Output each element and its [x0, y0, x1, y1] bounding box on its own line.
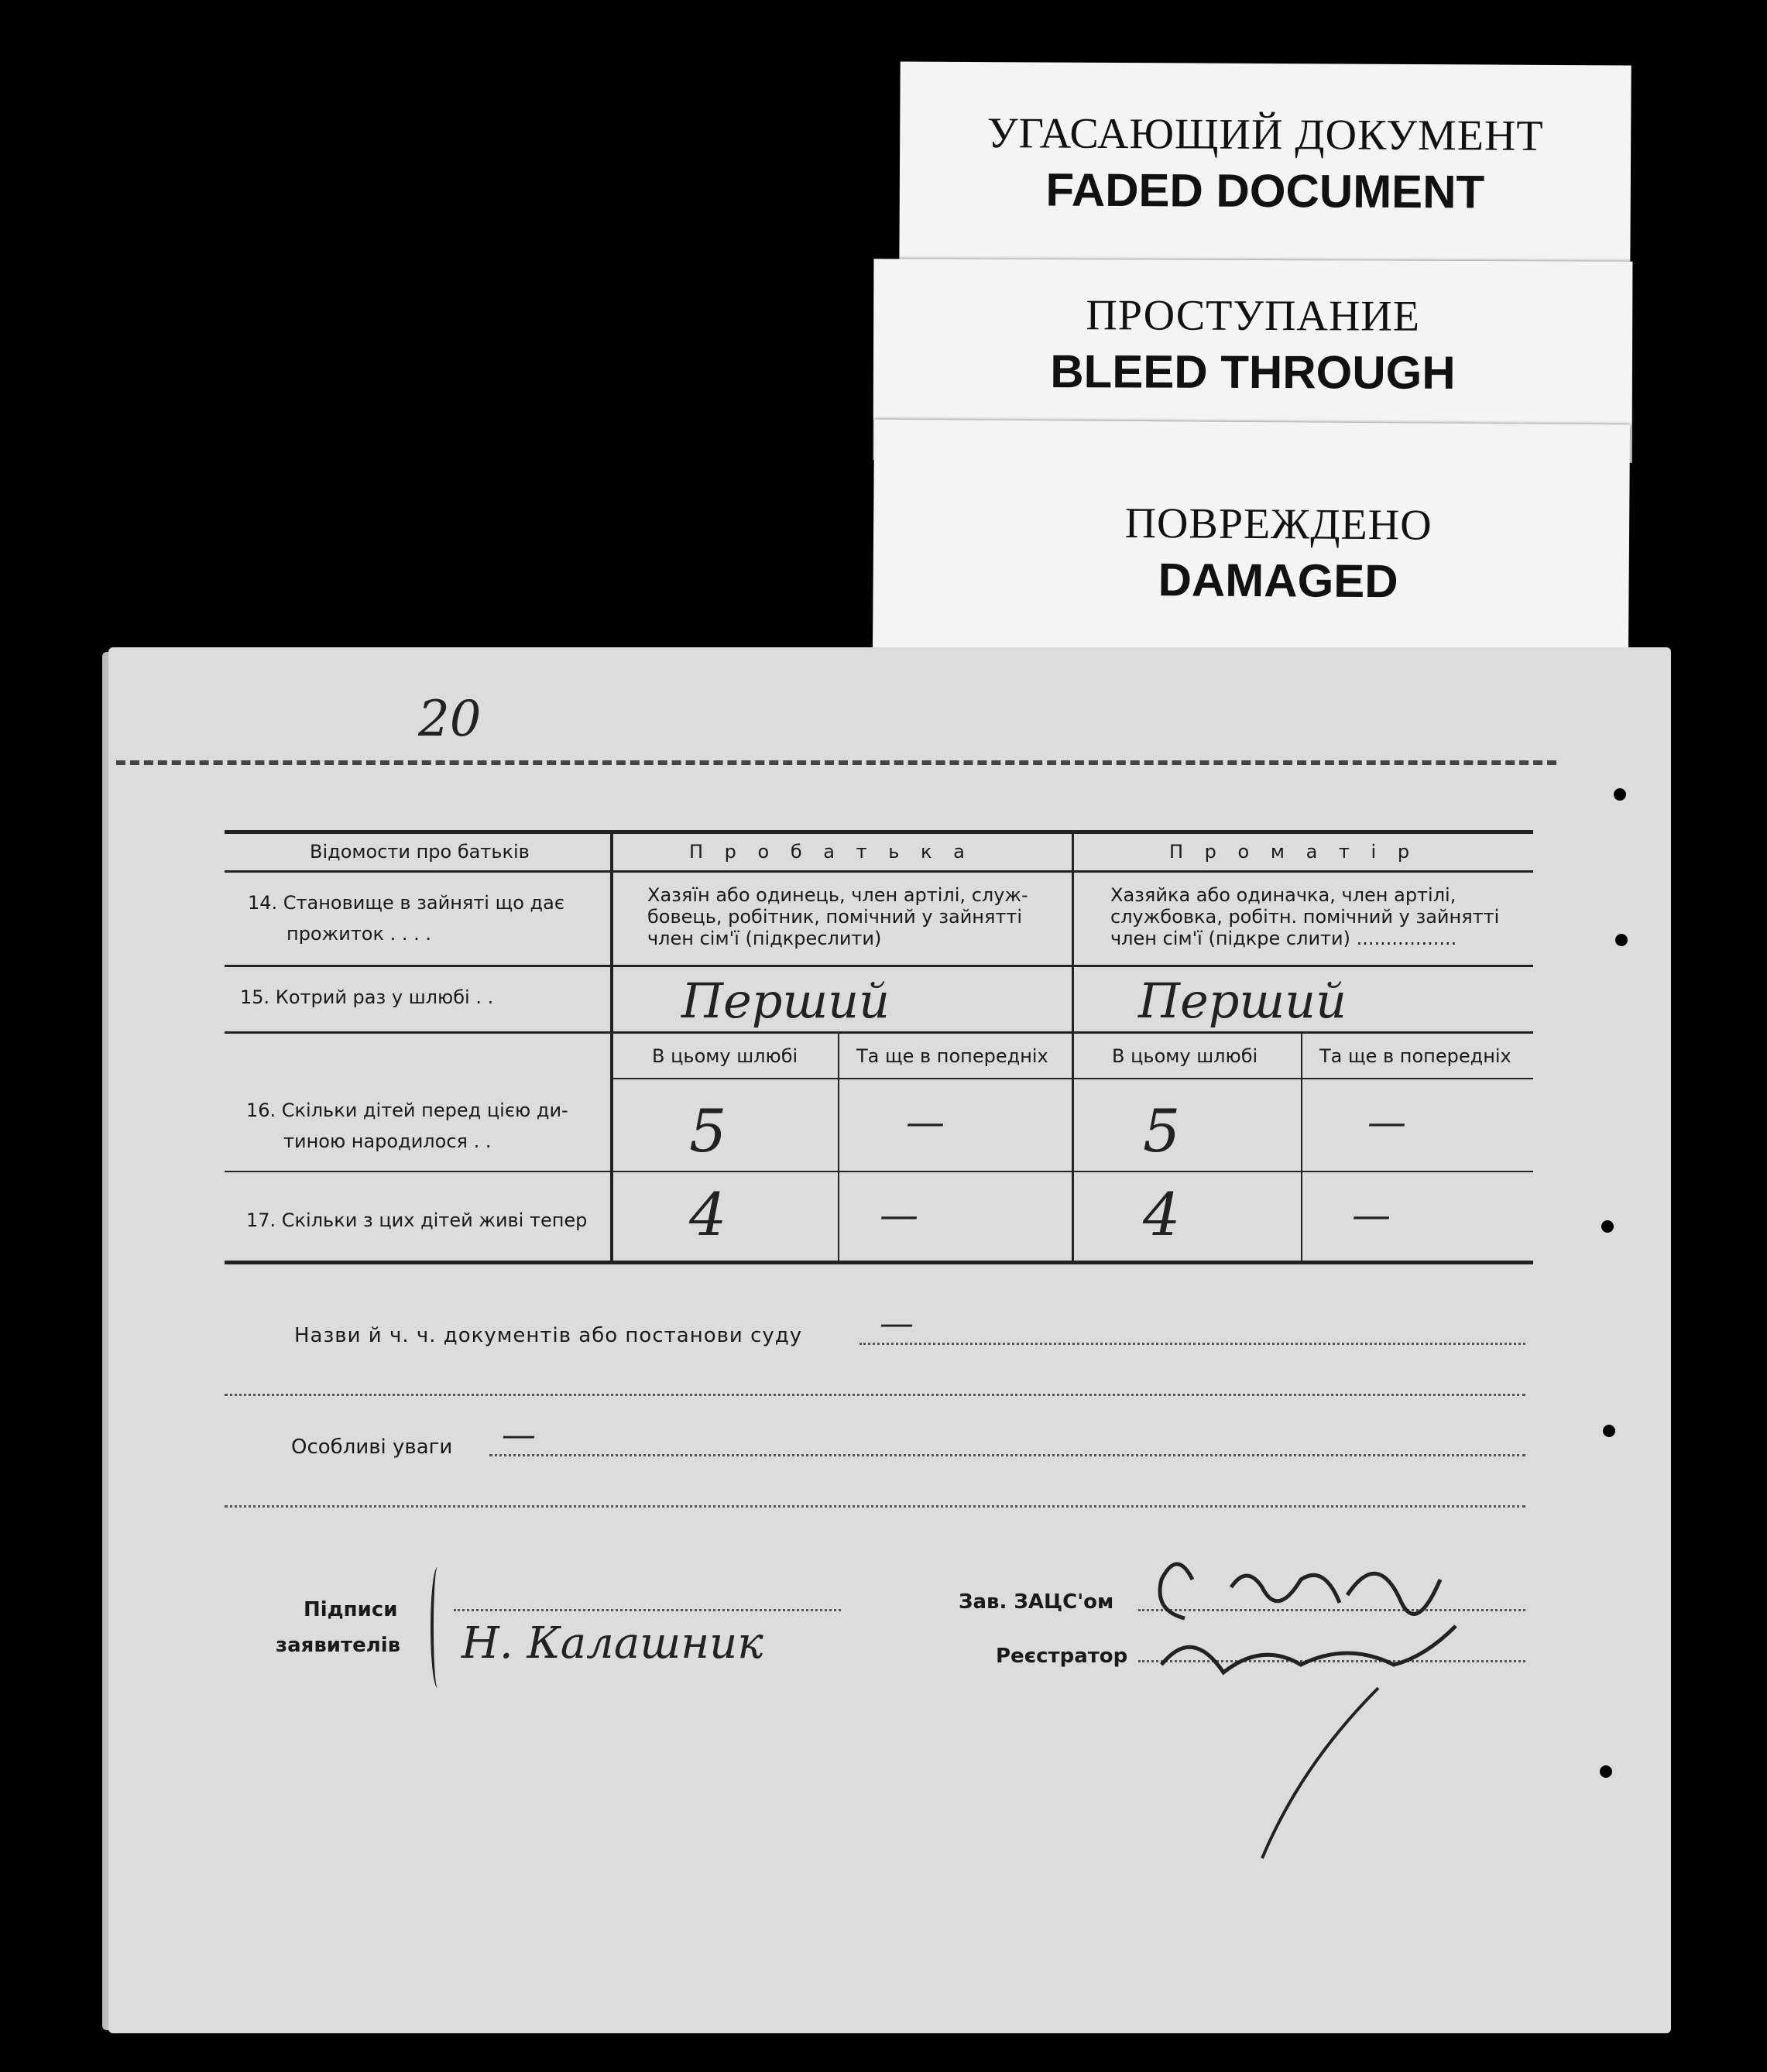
remarks-field-line [489, 1454, 1525, 1456]
father-column-header: П р о б а т ь к а [689, 841, 973, 863]
tag-russian-text: ПОВРЕЖДЕНО [1124, 499, 1432, 550]
row17-father-in-this: 4 [689, 1180, 727, 1249]
row16-father-previous: — [906, 1099, 945, 1144]
col-divider-2 [1072, 832, 1074, 1262]
row17-label: 17. Скільки з цих дітей живі тепер [246, 1209, 588, 1231]
row14-label-line2: прожиток . . . . [286, 923, 432, 945]
row15-father-value: Перший [681, 973, 890, 1029]
table-bottom-rule [225, 1261, 1533, 1264]
row14-mother-line1: Хазяйка або одиначка, член артілі, [1110, 884, 1456, 906]
mother-previous-header: Та ще в попередніх [1319, 1045, 1511, 1067]
row16-father-in-this: 5 [689, 1096, 727, 1165]
punch-hole [1600, 1765, 1612, 1778]
tag-russian-text: УГАСАЮЩИЙ ДОКУМЕНТ [986, 109, 1544, 160]
punch-hole [1615, 934, 1628, 946]
documents-field-line-2 [225, 1394, 1525, 1396]
remarks-label: Особливі уваги [291, 1436, 453, 1459]
row14-father-line2: бовець, робітник, помічний у зайнятті [647, 906, 1023, 928]
documents-value: — [880, 1304, 914, 1343]
col-divider-father-sub [838, 1033, 839, 1262]
head-of-registry-label: Зав. ЗАЦС'ом [959, 1590, 1114, 1614]
col-divider-mother-sub [1301, 1033, 1302, 1262]
tag-english-text: DAMAGED [1158, 554, 1398, 608]
table-top-rule [225, 830, 1533, 834]
father-previous-header: Та ще в попередніх [856, 1045, 1048, 1067]
row17-mother-in-this: 4 [1143, 1180, 1181, 1249]
punch-hole [1601, 1220, 1614, 1233]
mother-column-header: П р о м а т і р [1169, 841, 1418, 863]
table-header-label: Відомости про батьків [310, 841, 530, 863]
registrar-label: Реєстратор [996, 1645, 1128, 1668]
tag-english-text: FADED DOCUMENT [1045, 163, 1485, 218]
page-number: 20 [418, 691, 482, 748]
row16-label-line1: 16. Скільки дітей перед цією ди- [246, 1099, 568, 1121]
signatures-label-line2: заявителів [276, 1634, 401, 1657]
table-header-rule [225, 870, 1533, 873]
punch-hole [1614, 788, 1626, 801]
signature-line-1 [454, 1609, 841, 1611]
tag-english-text: BLEED THROUGH [1050, 345, 1456, 399]
applicant-signature: Н. Калашник [461, 1618, 763, 1669]
row16-mother-in-this: 5 [1143, 1096, 1181, 1165]
row15-mother-value: Перший [1138, 973, 1347, 1029]
damaged-tag [873, 420, 1630, 657]
remarks-value: — [502, 1415, 536, 1455]
row16-label-line2: тиною народилося . . [283, 1130, 492, 1152]
faded-document-tag [899, 62, 1631, 275]
row16-mother-previous: — [1367, 1099, 1406, 1144]
perforation-line [116, 760, 1556, 765]
row15-rule [225, 1031, 1533, 1034]
signatures-brace [431, 1567, 444, 1688]
father-in-this-marriage-header: В цьому шлюбі [652, 1045, 798, 1067]
row14-mother-line2: службовка, робітн. помічний у зайнятті [1110, 906, 1500, 928]
tag-russian-text: ПРОСТУПАНИЕ [1086, 291, 1421, 341]
row17-mother-previous: — [1352, 1192, 1391, 1237]
registrar-signature-scribble [1146, 1533, 1487, 1874]
col-divider-1 [610, 832, 613, 1262]
row14-label-line1: 14. Становище в зайняті що дає [248, 892, 564, 914]
row16-rule [225, 1171, 1533, 1172]
row15-label: 15. Котрий раз у шлюбі . . [240, 986, 494, 1008]
mother-in-this-marriage-header: В цьому шлюбі [1112, 1045, 1258, 1067]
row14-father-line3: член сім'ї (підкреслити) [647, 928, 882, 949]
row14-mother-line3: член сім'ї (підкре слити) ................. [1110, 928, 1457, 949]
remarks-field-line-2 [225, 1505, 1525, 1508]
row14-rule [225, 965, 1533, 967]
row17-father-previous: — [880, 1192, 918, 1237]
documents-label: Назви й ч. ч. документів або постанови суду [294, 1324, 803, 1347]
signatures-label-line1: Підписи [304, 1598, 398, 1621]
punch-hole [1603, 1425, 1615, 1437]
row14-father-line1: Хазяїн або одинець, член артілі, служ- [647, 884, 1028, 906]
documents-field-line [859, 1343, 1525, 1345]
